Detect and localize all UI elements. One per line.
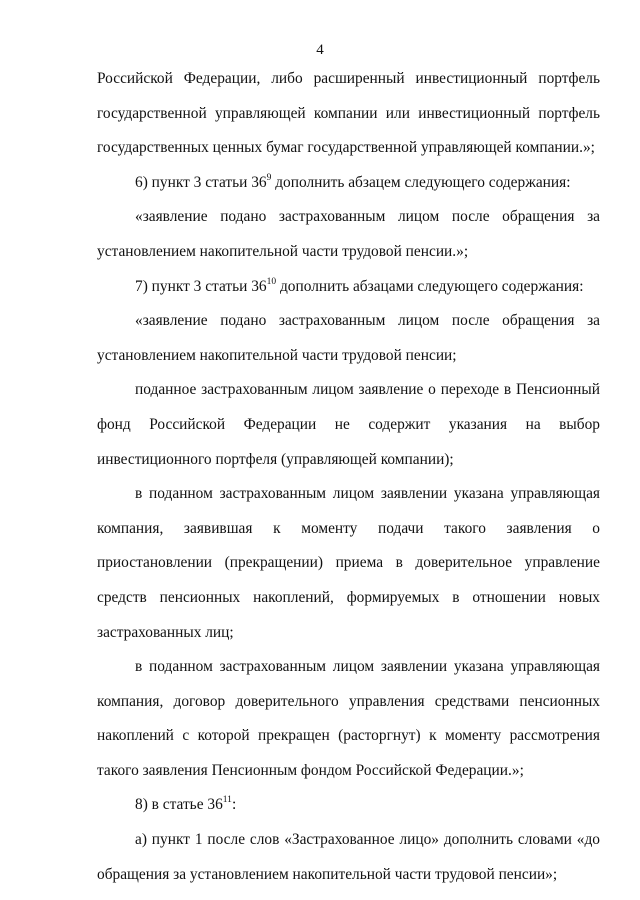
item-7-superscript: 10 (266, 276, 277, 287)
paragraph-item-8 (97, 788, 600, 823)
item-6-superscript: 9 (266, 172, 272, 183)
page-number: 4 (316, 42, 324, 58)
document-body (97, 62, 600, 892)
paragraph-item-7-quote-3: в поданном застрахованным лицом заявлении указана управляющая компания, заявившая к моменту подачи такого заявления о приостановлении (прекращении) приема в доверительное управление средств пенсионных накоплений, формируемых в отношении новых застрахованных лиц; (97, 485, 600, 641)
paragraph-item-6-quote: «заявление подано застрахованным лицом после обращения за установлением накопительной части трудовой пенсии.»; (97, 208, 600, 260)
paragraph-item-7-quote-1: «заявление подано застрахованным лицом после обращения за установлением накопительной части трудовой пенсии; (97, 312, 600, 364)
paragraph-item-6 (97, 166, 600, 201)
item-7-text-before: 7) пункт 3 статьи 36 (135, 277, 267, 295)
paragraph-item-8a: а) пункт 1 после слов «Застрахованное лицо» дополнить словами «до обращения за установлением накопительной части трудовой пенсии»; (97, 831, 600, 883)
paragraph-item-7-quote-2: поданное застрахованным лицом заявление о переходе в Пенсионный фонд Российской Федерации не содержит указания на выбор инвестиционного портфеля (управляющей компании); (97, 381, 600, 468)
item-8-text-after: : (231, 796, 237, 814)
item-6-text-after: дополнить абзацем следующего содержания: (271, 173, 571, 191)
item-8-text-before: 8) в статье 36 (135, 796, 223, 814)
paragraph-continuation: Российской Федерации, либо расширенный инвестиционный портфель государственной управляющей компании или инвестиционный портфель государственных ценных бумаг государственной управляющей компании.»; (97, 70, 600, 157)
item-7-text-after: дополнить абзацами следующего содержания: (276, 277, 584, 295)
item-6-text-before: 6) пункт 3 статьи 36 (135, 173, 267, 191)
item-8-superscript: 11 (222, 795, 232, 806)
paragraph-item-7 (97, 270, 600, 305)
paragraph-item-7-quote-4: в поданном застрахованным лицом заявлении указана управляющая компания, договор доверительного управления средствами пенсионных накоплений с которой прекращен (расторгнут) к моменту рассмотрения такого заявления Пенсионным фондом Российской Федерации.»; (97, 658, 600, 779)
